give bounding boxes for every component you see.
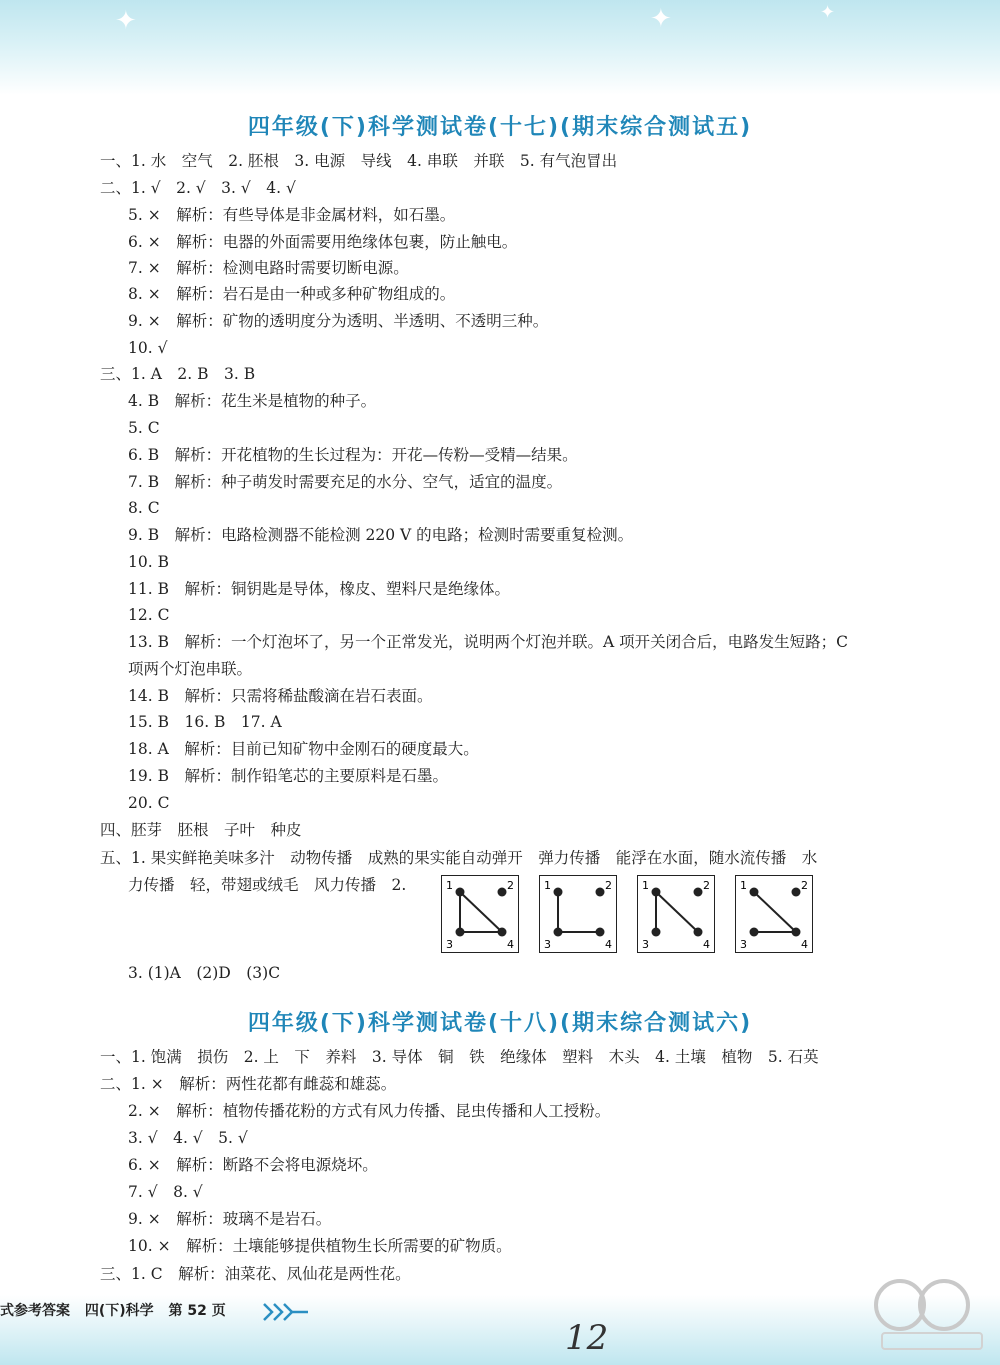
answer-line: 11. B 解析：铜钥匙是导体，橡皮、塑料尺是绝缘体。 bbox=[128, 580, 510, 598]
answer-line: 二、1. × 解析：两性花都有雌蕊和雄蕊。 bbox=[100, 1075, 397, 1093]
vertex-label: 2 bbox=[703, 879, 710, 892]
answer-line: 6. × 解析：断路不会将电源烧坏。 bbox=[128, 1156, 378, 1174]
connection-diagram-2 bbox=[539, 875, 617, 953]
answer-line: 20. C bbox=[128, 794, 170, 812]
answer-line: 4. B 解析：花生米是植物的种子。 bbox=[128, 392, 377, 410]
answer-line: 项两个灯泡串联。 bbox=[128, 660, 253, 678]
footer-page-number: 第 52 页 bbox=[168, 1303, 226, 1319]
answer-line: 5. × 解析：有些导体是非金属材料，如石墨。 bbox=[128, 206, 456, 224]
vertex-label: 3 bbox=[544, 938, 551, 951]
answer-line: 9. × 解析：矿物的透明度分为透明、半透明、不透明三种。 bbox=[128, 312, 549, 330]
answer-line: 三、1. C 解析：油菜花、凤仙花是两性花。 bbox=[100, 1265, 411, 1283]
connection-diagram-4 bbox=[735, 875, 813, 953]
answer-line: 10. × 解析：土壤能够提供植物生长所需要的矿物质。 bbox=[128, 1237, 512, 1255]
answer-line: 7. B 解析：种子萌发时需要充足的水分、空气，适宜的温度。 bbox=[128, 473, 563, 491]
answer-line: 9. × 解析：玻璃不是岩石。 bbox=[128, 1210, 332, 1228]
vertex-label: 1 bbox=[642, 879, 649, 892]
answer-line: 6. B 解析：开花植物的生长过程为：开花—传粉—受精—结果。 bbox=[128, 446, 578, 464]
vertex-label: 1 bbox=[544, 879, 551, 892]
answer-line: 10. B bbox=[128, 553, 169, 571]
answer-line: 8. × 解析：岩石是由一种或多种矿物组成的。 bbox=[128, 285, 456, 303]
answer-line: 5. C bbox=[128, 419, 160, 437]
answer-line: 12. C bbox=[128, 606, 170, 624]
top-decorative-band bbox=[0, 0, 1000, 95]
vertex-label: 4 bbox=[801, 938, 808, 951]
answer-line: 三、1. A 2. B 3. B bbox=[100, 365, 256, 383]
answer-line: 3. (1)A (2)D (3)C bbox=[128, 964, 281, 982]
answer-line: 15. B 16. B 17. A bbox=[128, 713, 282, 731]
section-title: 四年级(下)科学测试卷(十七)(期末综合测试五) bbox=[247, 115, 753, 140]
vertex-label: 4 bbox=[605, 938, 612, 951]
connection-diagram-3 bbox=[637, 875, 715, 953]
handwritten-page-number: 12 bbox=[565, 1318, 609, 1358]
vertex-label: 3 bbox=[446, 938, 453, 951]
answer-line: 四、胚芽 胚根 子叶 种皮 bbox=[100, 821, 302, 839]
sparkle-icon: ✦ bbox=[115, 6, 137, 36]
answer-line: 13. B 解析：一个灯泡坏了，另一个正常发光，说明两个灯泡并联。A 项开关闭合后，电路发生短路；C bbox=[128, 633, 848, 651]
answer-line: 7. × 解析：检测电路时需要切断电源。 bbox=[128, 259, 409, 277]
answer-line: 二、1. √ 2. √ 3. √ 4. √ bbox=[100, 179, 296, 197]
sparkle-icon: ✦ bbox=[650, 4, 672, 34]
section-title: 四年级(下)科学测试卷(十八)(期末综合测试六) bbox=[247, 1011, 753, 1036]
vertex-label: 2 bbox=[507, 879, 514, 892]
arrows-icon bbox=[262, 1301, 312, 1323]
vertex-label: 2 bbox=[605, 879, 612, 892]
vertex-label: 3 bbox=[740, 938, 747, 951]
answer-line: 19. B 解析：制作铅笔芯的主要原料是石墨。 bbox=[128, 767, 448, 785]
vertex-label: 4 bbox=[507, 938, 514, 951]
answer-line: 2. × 解析：植物传播花粉的方式有风力传播、昆虫传播和人工授粉。 bbox=[128, 1102, 611, 1120]
vertex-label: 2 bbox=[801, 879, 808, 892]
answer-line: 五、1. 果实鲜艳美味多汁 动物传播 成熟的果实能自动弹开 弹力传播 能浮在水面，随水流传播 水 bbox=[100, 849, 818, 867]
answer-line: 8. C bbox=[128, 499, 160, 517]
vertex-label: 3 bbox=[642, 938, 649, 951]
vertex-label: 1 bbox=[740, 879, 747, 892]
circuit-connection-diagrams bbox=[441, 875, 821, 955]
connection-diagram-1 bbox=[441, 875, 519, 953]
answer-line: 3. √ 4. √ 5. √ bbox=[128, 1129, 248, 1147]
footer-left-label: 式参考答案 bbox=[0, 1303, 70, 1319]
sparkle-icon: ✦ bbox=[820, 2, 836, 23]
answer-line: 10. √ bbox=[128, 339, 168, 357]
answer-line: 力传播 轻，带翅或绒毛 风力传播 2. bbox=[128, 876, 407, 894]
answer-line: 一、1. 水 空气 2. 胚根 3. 电源 导线 4. 串联 并联 5. 有气泡冒出 bbox=[100, 152, 618, 170]
footer-grade-label: 四(下)科学 bbox=[84, 1303, 154, 1319]
answer-line: 一、1. 饱满 损伤 2. 上 下 养料 3. 导体 铜 铁 绝缘体 塑料 木头 4. 土壤 植物 5. 石英 bbox=[100, 1048, 819, 1066]
answer-line: 6. × 解析：电器的外面需要用绝缘体包裹，防止触电。 bbox=[128, 233, 518, 251]
watermark-logo-icon bbox=[872, 1275, 992, 1355]
answer-line: 9. B 解析：电路检测器不能检测 220 V 的电路；检测时需要重复检测。 bbox=[128, 526, 634, 544]
answer-line: 14. B 解析：只需将稀盐酸滴在岩石表面。 bbox=[128, 687, 433, 705]
answer-line: 18. A 解析：目前已知矿物中金刚石的硬度最大。 bbox=[128, 740, 479, 758]
answer-line: 7. √ 8. √ bbox=[128, 1183, 203, 1201]
vertex-label: 4 bbox=[703, 938, 710, 951]
vertex-label: 1 bbox=[446, 879, 453, 892]
